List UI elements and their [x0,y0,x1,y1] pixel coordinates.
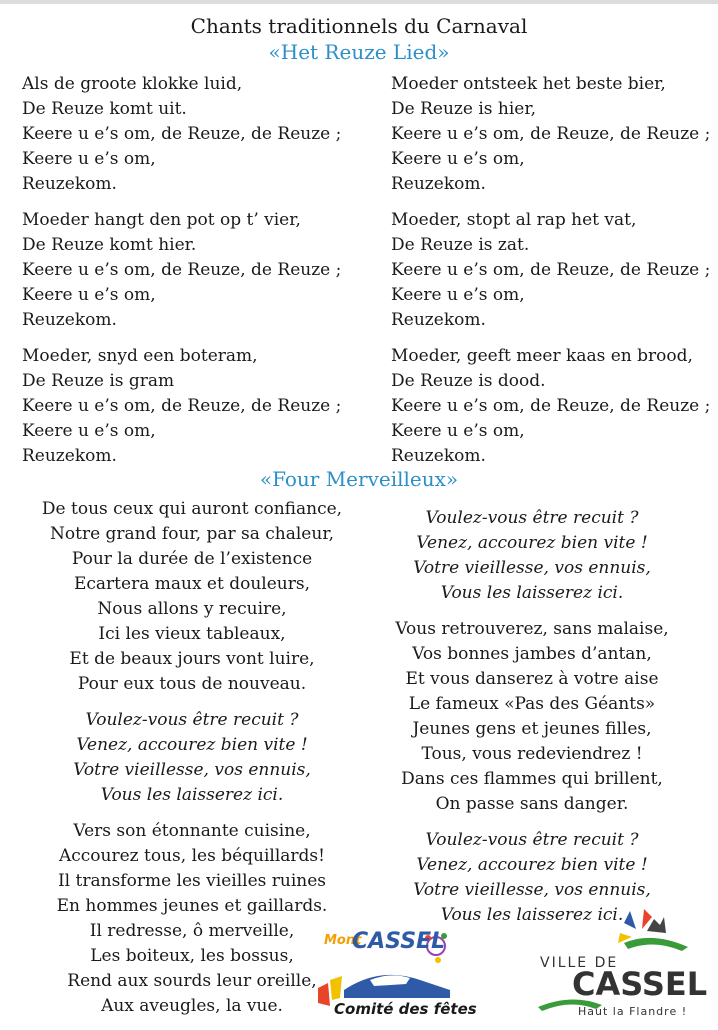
verse-line: Les boiteux, les bossus, [90,946,294,966]
verse-line: Moeder hangt den pot op t’ vier, [22,210,301,230]
verse-line: Venez, accourez bien vite ! [416,533,648,553]
verse-line: Keere u e’s om, de Reuze, de Reuze ; [391,124,711,144]
verse-line: De Reuze is zat. [391,235,530,255]
verse-line: Keere u e’s om, [391,285,525,305]
verse-line: De Reuze is dood. [391,371,546,391]
verse-line: Moeder, snyd een boteram, [22,346,258,366]
song2-right-column [372,506,692,939]
stanza [22,208,362,333]
verse-line: Le fameux «Pas des Géants» [408,694,656,714]
verse-line: Reuzekom. [22,310,117,330]
stanza [372,617,692,817]
refrain [372,506,692,606]
verse-line: Moeder, geeft meer kaas en brood, [391,346,693,366]
verse-line: Vers son étonnante cuisine, [73,821,311,841]
top-border [0,0,718,4]
stanza [391,72,711,197]
verse-line: Aux aveugles, la vue. [101,996,283,1016]
verse-line: Ecartera maux et douleurs, [73,574,310,594]
verse-line: Votre vieillesse, vos ennuis, [413,880,651,900]
verse-line: Reuzekom. [391,174,486,194]
verse-line: Reuzekom. [22,446,117,466]
verse-line: Voulez-vous être recuit ? [85,710,299,730]
verse-line: De Reuze komt hier. [22,235,197,255]
verse-line: Venez, accourez bien vite ! [76,735,308,755]
verse-line: Dans ces flammes qui brillent, [401,769,663,789]
stanza [391,344,711,469]
song1-right-column [391,72,711,480]
song2-title: «Four Merveilleux» [259,467,459,491]
verse-line: Voulez-vous être recuit ? [425,830,639,850]
verse-line: Keere u e’s om, de Reuze, de Reuze ; [391,260,711,280]
stanza [22,344,362,469]
song1-title: «Het Reuze Lied» [268,40,450,64]
verse-line: Moeder ontsteek het beste bier, [391,74,666,94]
verse-line: En hommes jeunes et gaillards. [56,896,328,916]
refrain [22,708,362,808]
stanza [22,72,362,197]
verse-line: Keere u e’s om, [391,149,525,169]
verse-line: Moeder, stopt al rap het vat, [391,210,637,230]
verse-line: Keere u e’s om, de Reuze, de Reuze ; [22,124,342,144]
verse-line: Jeunes gens et jeunes filles, [412,719,652,739]
verse-line: Keere u e’s om, de Reuze, de Reuze ; [391,396,711,416]
verse-line: Reuzekom. [391,310,486,330]
verse-line: Keere u e’s om, [22,421,156,441]
verse-line: Pour la durée de l’existence [71,549,313,569]
page-title: Chants traditionnels du Carnaval [190,14,528,38]
verse-line: Als de groote klokke luid, [22,74,243,94]
verse-line: Vous les laisserez ici. [100,785,284,805]
verse-line: On passe sans danger. [435,794,629,814]
verse-line: De Reuze is gram [22,371,175,391]
verse-line: Reuzekom. [391,446,486,466]
ville-logo-line2: CASSEL [572,965,708,1003]
verse-line: Il transforme les vieilles ruines [57,871,327,891]
stanza [391,208,711,333]
verse-line: Keere u e’s om, de Reuze, de Reuze ; [22,396,342,416]
verse-line: Votre vieillesse, vos ennuis, [73,760,311,780]
verse-line: Et de beaux jours vont luire, [69,649,315,669]
verse-line: Et vous danserez à votre aise [405,669,659,689]
verse-line: Keere u e’s om, [22,285,156,305]
verse-line: Venez, accourez bien vite ! [416,855,648,875]
comite-logo-line1: Mont [324,933,362,948]
verse-line: Keere u e’s om, [22,149,156,169]
comite-des-fetes-logo [310,918,477,1018]
verse-line: Pour eux tous de nouveau. [77,674,307,694]
stanza [22,497,362,697]
comite-logo-line2: CASSEL [352,929,446,954]
song1-left-column [22,72,362,480]
verse-line: De Reuze is hier, [391,99,536,119]
verse-line: Vos bonnes jambes d’antan, [412,644,652,664]
verse-line: Keere u e’s om, [391,421,525,441]
verse-line: Accourez tous, les béquillards! [58,846,325,866]
verse-line: Rend aux sourds leur oreille, [67,971,317,991]
verse-line: De tous ceux qui auront confiance, [41,499,343,519]
verse-line: Votre vieillesse, vos ennuis, [413,558,651,578]
verse-line: Il redresse, ô merveille, [89,921,295,941]
verse-line: Tous, vous redeviendrez ! [421,744,643,764]
verse-line: Reuzekom. [22,174,117,194]
verse-line: Vous les laisserez ici. [440,905,624,925]
verse-line: Voulez-vous être recuit ? [425,508,639,528]
verse-line: Ici les vieux tableaux, [98,624,286,644]
ville-logo-tagline: Haut la Flandre ! [578,1005,688,1018]
ville-de-cassel-logo [532,903,708,1021]
comite-logo-line3: Comité des fêtes [334,1000,477,1018]
verse-line: Vous retrouverez, sans malaise, [395,619,669,639]
verse-line: De Reuze komt uit. [22,99,187,119]
ville-logo-line1: VILLE DE [540,955,619,971]
verse-line: Nous allons y recuire, [97,599,287,619]
verse-line: Keere u e’s om, de Reuze, de Reuze ; [22,260,342,280]
verse-line: Notre grand four, par sa chaleur, [50,524,334,544]
verse-line: Vous les laisserez ici. [440,583,624,603]
